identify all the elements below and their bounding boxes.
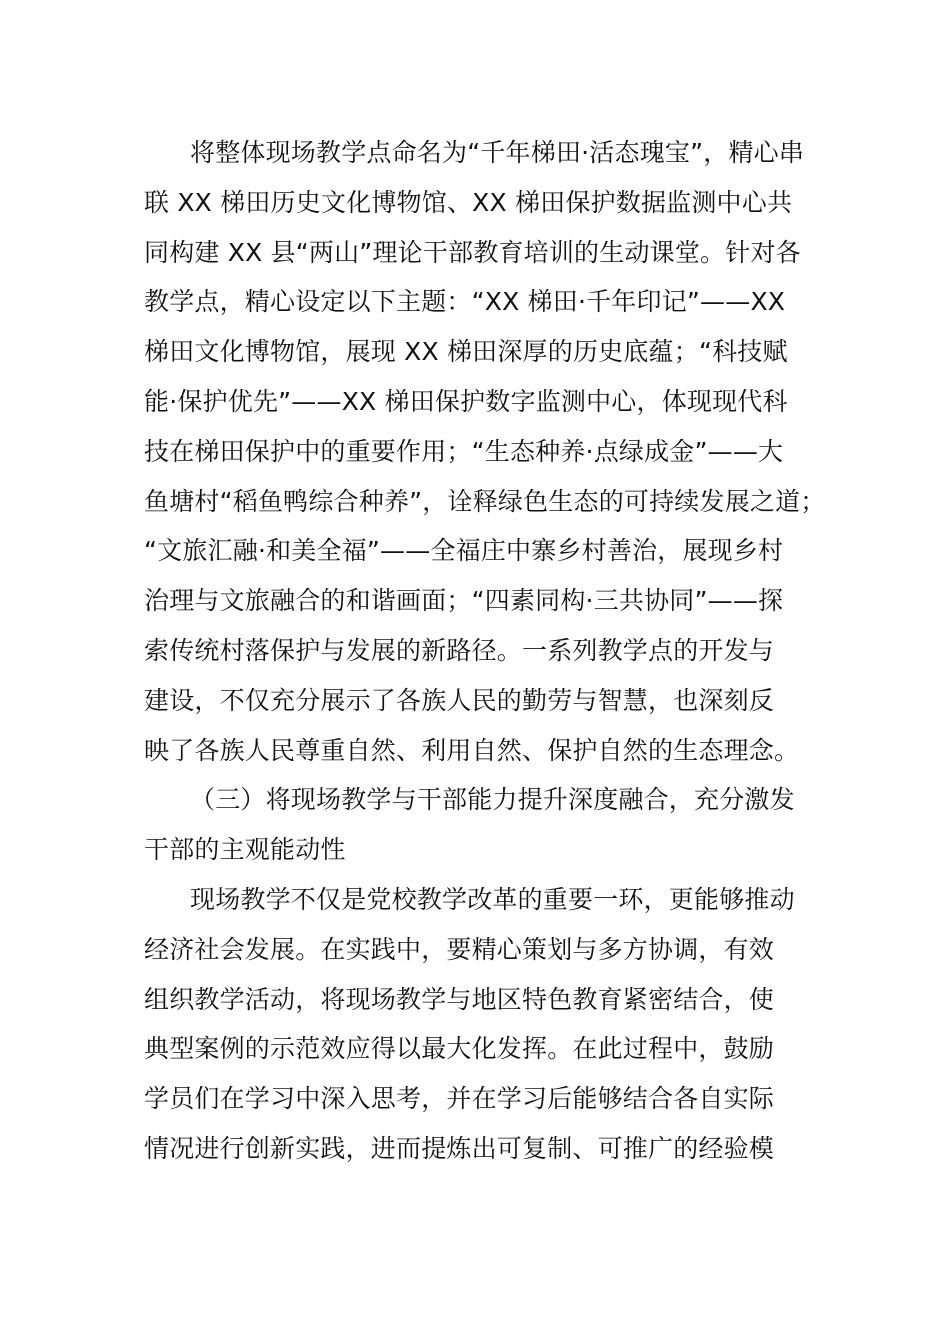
- paragraph-line: 建设，不仅充分展示了各族人民的勤劳与智慧，也深刻反: [144, 685, 775, 715]
- paragraph-line: 治理与文旅融合的和谐画面；“四素同构·三共协同”——探: [144, 586, 784, 616]
- paragraph-line: 鱼塘村“稻鱼鸭综合种养”，诠释绿色生态的可持续发展之道；: [144, 486, 826, 516]
- paragraph-line: 技在梯田保护中的重要作用；“生态种养·点绿成金”——大: [144, 436, 784, 466]
- paragraph-line: 情况进行创新实践，进而提炼出可复制、可推广的经验模: [144, 1133, 775, 1163]
- section-heading-line: 干部的主观能动性: [144, 835, 346, 865]
- paragraph-line: 联 XX 梯田历史文化博物馆、XX 梯田保护数据监测中心共: [144, 187, 793, 217]
- body-text: [144, 128, 834, 1174]
- section-heading-line: （三）将现场教学与干部能力提升深度融合，充分激发: [190, 785, 795, 815]
- paragraph-line: 索传统村落保护与发展的新路径。一系列教学点的开发与: [144, 635, 775, 665]
- paragraph-line: 同构建 XX 县“两山”理论干部教育培训的生动课堂。针对各: [144, 237, 801, 267]
- paragraph-line: 经济社会发展。在实践中，要精心策划与多方协调，有效: [144, 934, 775, 964]
- paragraph-line: 能·保护优先”——XX 梯田保护数字监测中心，体现现代科: [144, 386, 788, 416]
- paragraph-line: “文旅汇融·和美全福”——全福庄中寨乡村善治，展现乡村: [144, 536, 784, 566]
- paragraph-line: 梯田文化博物馆，展现 XX 梯田深厚的历史底蕴；“科技赋: [144, 337, 788, 367]
- paragraph-line: 映了各族人民尊重自然、利用自然、保护自然的生态理念。: [144, 735, 800, 765]
- paragraph-line: 现场教学不仅是党校教学改革的重要一环，更能够推动: [190, 884, 795, 914]
- paragraph-line: 组织教学活动，将现场教学与地区特色教育紧密结合，使: [144, 984, 775, 1014]
- paragraph-line: 将整体现场教学点命名为“千年梯田·活态瑰宝”，精心串: [190, 138, 805, 167]
- paragraph-line: 学员们在学习中深入思考，并在学习后能够结合各自实际: [144, 1084, 775, 1114]
- paragraph-line: 教学点，精心设定以下主题：“XX 梯田·千年印记”——XX: [144, 287, 786, 317]
- paragraph-line: 典型案例的示范效应得以最大化发挥。在此过程中，鼓励: [144, 1034, 775, 1064]
